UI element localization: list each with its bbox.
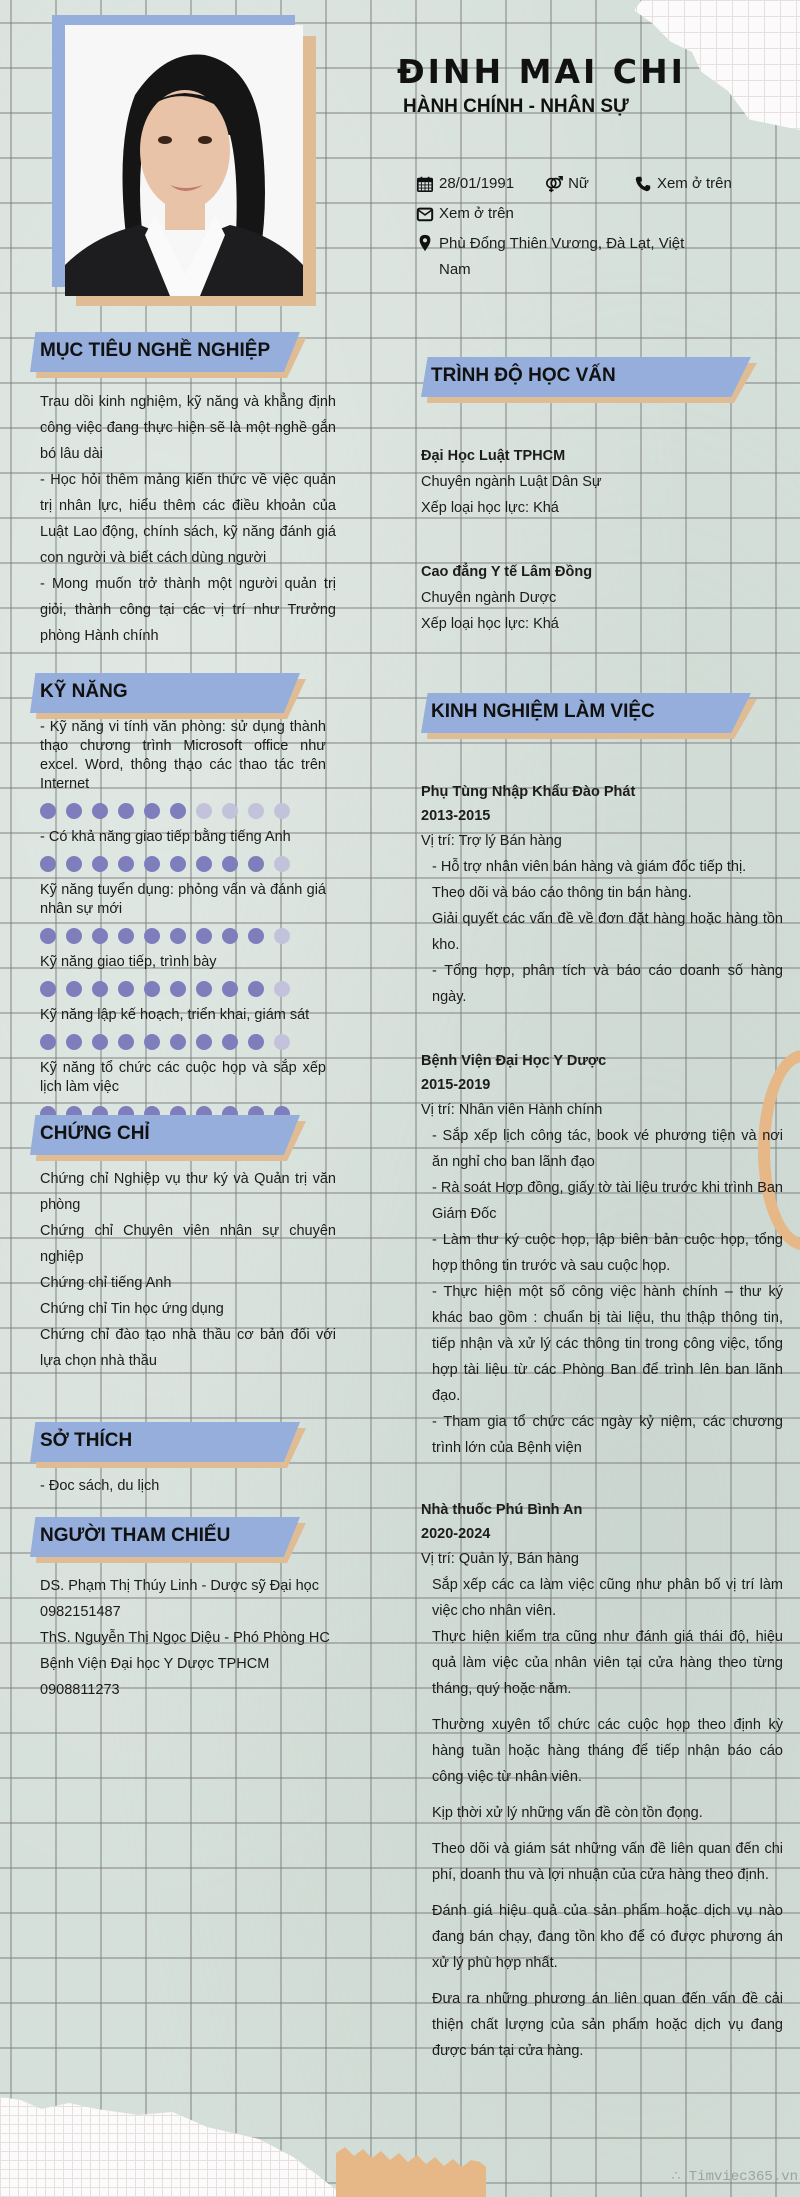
rating-dot-filled <box>118 928 134 944</box>
rating-dot-empty <box>196 803 212 819</box>
rating-dot-filled <box>248 981 264 997</box>
job-entry <box>421 1049 783 1461</box>
job-entry <box>421 1498 783 2074</box>
rating-dot-filled <box>118 1034 134 1050</box>
job-title: HÀNH CHÍNH - NHÂN SỰ <box>403 96 629 117</box>
education-item <box>421 559 771 637</box>
rating-dot-filled <box>196 856 212 872</box>
calendar-icon <box>415 174 435 194</box>
duty-item: - Thực hiện một số công việc hành chính – thư ký khác bao gồm : chuẩn bị tài liệu, thu thập thông tin, tiếp nhận và xử lý các thông tin trong công việc, tổng hợp tài liệu từ các Phòng Ban để trình lên ban lãnh đạo. <box>432 1284 783 1404</box>
rating-dot-empty <box>274 928 290 944</box>
birthday-item <box>415 173 514 195</box>
skill-rating <box>40 981 326 998</box>
reference-line: 0908811273 <box>40 1682 120 1698</box>
skill-item <box>40 718 326 820</box>
duty-item: Đưa ra những phương án liên quan đến vấn đề cải thiện chất lượng của sản phẩm hoặc dịch vụ đang được bán tại cửa hàng. <box>432 1991 783 2059</box>
reference-line: 0982151487 <box>40 1604 121 1620</box>
section-title: KINH NGHIỆM LÀM VIỆC <box>431 701 655 722</box>
address-item <box>415 233 775 283</box>
school-name: Đại Học Luật TPHCM <box>421 448 566 464</box>
rating-dot-filled <box>66 1034 82 1050</box>
rating-dot-filled <box>118 981 134 997</box>
avatar <box>65 25 303 296</box>
duty-item: Theo dõi và báo cáo thông tin bán hàng. <box>432 885 692 901</box>
phone-icon <box>633 174 653 194</box>
skill-item <box>40 828 326 873</box>
section-header-certificates <box>30 1115 308 1165</box>
profile-photo-frame <box>52 15 317 305</box>
section-title: NGƯỜI THAM CHIẾU <box>40 1525 231 1546</box>
rating-dot-empty <box>274 803 290 819</box>
company-name: Nhà thuốc Phú Bình An <box>421 1502 583 1518</box>
email-item <box>415 203 514 225</box>
rating-dot-filled <box>92 803 108 819</box>
rating-dot-filled <box>144 1034 160 1050</box>
hobby-item: - Đoc sách, du lịch <box>40 1478 160 1494</box>
rating-dot-filled <box>170 803 186 819</box>
duty-item: Thực hiện kiểm tra cũng như đánh giá thái độ, hiệu quả làm việc của nhân viên tại cửa hàng theo từng tháng, quý hoặc năm. <box>432 1629 783 1697</box>
skill-name: Kỹ năng tuyển dụng: phỏng vấn và đánh giá nhân sự mới <box>40 882 326 917</box>
rating-dot-empty <box>222 803 238 819</box>
rating-dot-filled <box>144 803 160 819</box>
section-title: KỸ NĂNG <box>40 681 128 702</box>
rating-dot-filled <box>170 981 186 997</box>
duty-item: Giải quyết các vấn đề về đơn đặt hàng hoặc hàng tồn kho. <box>432 911 783 953</box>
job-duties <box>421 1123 783 1461</box>
certificate-item: Chứng chỉ tiếng Anh <box>40 1275 172 1291</box>
skill-rating <box>40 803 326 820</box>
objective-paragraph: - Học hỏi thêm mảng kiến thức về việc quản trị nhân lực, hiểu thêm các điều khoản của Luật Lao động, chính sách, kỹ năng đánh giá con người và biết cách dùng người <box>40 472 336 566</box>
major: Chuyên ngành Luật Dân Sự <box>421 474 602 490</box>
rating-dot-filled <box>222 856 238 872</box>
reference-line: Bệnh Viện Đại học Y Dược TPHCM <box>40 1656 270 1672</box>
rating-dot-filled <box>196 928 212 944</box>
candidate-name: ĐINH MAI CHI <box>397 52 686 91</box>
rating-dot-filled <box>196 981 212 997</box>
job-duties <box>421 854 783 1010</box>
section-title: SỞ THÍCH <box>40 1430 133 1451</box>
job-period: 2013-2015 <box>421 808 491 824</box>
certificate-item: Chứng chỉ đào tạo nhà thầu cơ bản đối với lựa chọn nhà thầu <box>40 1327 336 1369</box>
grade: Xếp loại học lực: Khá <box>421 616 559 632</box>
certificates-list <box>40 1166 336 1374</box>
rating-dot-filled <box>92 981 108 997</box>
watermark: ∴ Timviec365.vn <box>671 2169 798 2185</box>
rating-dot-filled <box>170 1034 186 1050</box>
company-name: Bệnh Viện Đại Học Y Dược <box>421 1053 607 1069</box>
duty-item: - Sắp xếp lịch công tác, book vé phương tiện và nơi ăn nghỉ cho ban lãnh đạo <box>432 1128 783 1170</box>
map-pin-icon <box>415 233 435 253</box>
skill-name: Kỹ năng lập kế hoạch, triển khai, giám sát <box>40 1007 310 1023</box>
job-position: Vị trí: Nhân viên Hành chính <box>421 1102 603 1118</box>
rating-dot-filled <box>92 928 108 944</box>
phone-value: Xem ở trên <box>656 175 732 192</box>
section-header-hobbies <box>30 1422 308 1472</box>
references-list <box>40 1573 340 1703</box>
rating-dot-filled <box>66 856 82 872</box>
section-header-experience <box>421 693 761 743</box>
rating-dot-empty <box>248 803 264 819</box>
duty-item: Theo dõi và giám sát những vấn đề liên quan đến chi phí, doanh thu và lợi nhuận của cửa hàng theo định. <box>432 1841 783 1883</box>
skill-item <box>40 1006 326 1051</box>
rating-dot-filled <box>40 856 56 872</box>
skills-list <box>40 718 326 1131</box>
school-name: Cao đẳng Y tế Lâm Đồng <box>421 564 593 580</box>
duty-item: Kịp thời xử lý những vấn đề còn tồn đọng. <box>432 1805 703 1821</box>
duty-item: - Rà soát Hợp đồng, giấy tờ tài liệu trước khi trình Ban Giám Đốc <box>432 1180 783 1222</box>
job-duties <box>421 1572 783 2064</box>
reference-line: ThS. Nguyễn Thị Ngọc Diệu - Phó Phòng HC <box>40 1630 330 1646</box>
job-position: Vị trí: Quản lý, Bán hàng <box>421 1551 579 1567</box>
rating-dot-filled <box>118 803 134 819</box>
phone-item <box>633 173 732 195</box>
email-value: Xem ở trên <box>439 205 514 222</box>
gender-value: Nữ <box>568 175 589 192</box>
reference-line: DS. Phạm Thị Thúy Linh - Dược sỹ Đại học <box>40 1578 319 1594</box>
section-header-education <box>421 357 761 407</box>
rating-dot-filled <box>144 856 160 872</box>
skill-item <box>40 953 326 998</box>
rating-dot-filled <box>170 928 186 944</box>
education-item <box>421 443 771 521</box>
rating-dot-filled <box>40 928 56 944</box>
section-title: CHỨNG CHỈ <box>40 1123 150 1144</box>
rating-dot-filled <box>248 856 264 872</box>
rating-dot-filled <box>92 856 108 872</box>
objective-paragraph: - Mong muốn trở thành một người quản trị giỏi, thành công tại các vị trí như Trưởng phòng Hành chính <box>40 576 336 644</box>
rating-dot-empty <box>274 981 290 997</box>
skill-rating <box>40 928 326 945</box>
rating-dot-filled <box>118 856 134 872</box>
objective-text <box>40 389 336 649</box>
rating-dot-filled <box>66 981 82 997</box>
duty-item: - Làm thư ký cuộc họp, lập biên bản cuộc họp, tổng hợp thông tin trước và sau cuộc họp. <box>432 1232 783 1274</box>
skill-name: - Kỹ năng vi tính văn phòng: sử dụng thành thạo chương trình Microsoft office như excel. Word, thông thạo các thao tác trên Internet <box>40 719 326 792</box>
section-header-objective <box>30 332 308 382</box>
section-title: MỤC TIÊU NGHỀ NGHIỆP <box>40 340 271 361</box>
address-value: Phù Đổng Thiên Vương, Đà Lạt, Việt Nam <box>439 235 685 278</box>
contact-info <box>415 173 775 283</box>
duty-item: - Tham gia tổ chức các ngày kỷ niệm, các chương trình lớn của Bệnh viện <box>432 1414 783 1456</box>
hobbies-text <box>40 1473 336 1499</box>
decorative-tape <box>336 2147 486 2197</box>
rating-dot-filled <box>222 981 238 997</box>
envelope-icon <box>415 204 435 224</box>
rating-dot-filled <box>92 1034 108 1050</box>
section-header-references <box>30 1517 308 1567</box>
skill-rating <box>40 1034 326 1051</box>
skill-rating <box>40 856 326 873</box>
section-title: TRÌNH ĐỘ HỌC VẤN <box>431 365 616 386</box>
rating-dot-filled <box>144 981 160 997</box>
major: Chuyên ngành Dược <box>421 590 557 606</box>
duty-item: - Hỗ trợ nhân viên bán hàng và giám đốc tiếp thị. <box>432 859 747 875</box>
rating-dot-filled <box>170 856 186 872</box>
certificate-item: Chứng chỉ Tin học ứng dụng <box>40 1301 224 1317</box>
gender-icon <box>544 174 564 194</box>
job-period: 2015-2019 <box>421 1077 491 1093</box>
rating-dot-filled <box>66 803 82 819</box>
rating-dot-filled <box>40 1034 56 1050</box>
birthday-value: 28/01/1991 <box>439 175 515 192</box>
rating-dot-empty <box>274 1034 290 1050</box>
rating-dot-filled <box>40 981 56 997</box>
gender-item <box>544 173 589 195</box>
job-position: Vị trí: Trợ lý Bán hàng <box>421 833 562 849</box>
objective-paragraph: Trau dồi kinh nghiệm, kỹ năng và khẳng định công việc đang thực hiện sẽ là một nghề gắn bó lâu dài <box>40 394 336 462</box>
rating-dot-filled <box>248 1034 264 1050</box>
skill-item <box>40 881 326 945</box>
certificate-item: Chứng chỉ Nghiệp vụ thư ký và Quản trị văn phòng <box>40 1171 336 1213</box>
rating-dot-filled <box>40 803 56 819</box>
skill-name: Kỹ năng giao tiếp, trình bày <box>40 954 217 970</box>
section-header-skills <box>30 673 308 723</box>
job-entry <box>421 780 783 1010</box>
rating-dot-filled <box>66 928 82 944</box>
duty-item: Đánh giá hiệu quả của sản phẩm hoặc dịch vụ nào đang bán chạy, đang tồn kho để có được phương án xử lý phù hợp nhất. <box>432 1903 783 1971</box>
job-period: 2020-2024 <box>421 1526 491 1542</box>
rating-dot-filled <box>144 928 160 944</box>
rating-dot-filled <box>196 1034 212 1050</box>
grade: Xếp loại học lực: Khá <box>421 500 559 516</box>
skill-name: Kỹ năng tổ chức các cuộc họp và sắp xếp lịch làm việc <box>40 1060 326 1095</box>
certificate-item: Chứng chỉ Chuyên viên nhân sự chuyên nghiệp <box>40 1223 336 1265</box>
decorative-grid-paper-bottom-left <box>0 2097 345 2197</box>
skill-name: - Có khả năng giao tiếp bằng tiếng Anh <box>40 829 291 845</box>
rating-dot-filled <box>222 928 238 944</box>
duty-item: - Tổng hợp, phân tích và báo cáo doanh số hàng ngày. <box>432 963 783 1005</box>
rating-dot-filled <box>222 1034 238 1050</box>
rating-dot-filled <box>248 928 264 944</box>
skill-item <box>40 1059 326 1123</box>
duty-item: Thường xuyên tổ chức các cuộc họp theo định kỳ hàng tuần hoặc hàng tháng để tiếp nhận báo cáo công việc từ nhân viên. <box>432 1717 783 1785</box>
duty-item: Sắp xếp các ca làm việc cũng như phân bố vị trí làm việc cho nhân viên. <box>432 1577 783 1619</box>
rating-dot-empty <box>274 856 290 872</box>
company-name: Phụ Tùng Nhập Khẩu Đào Phát <box>421 784 636 800</box>
